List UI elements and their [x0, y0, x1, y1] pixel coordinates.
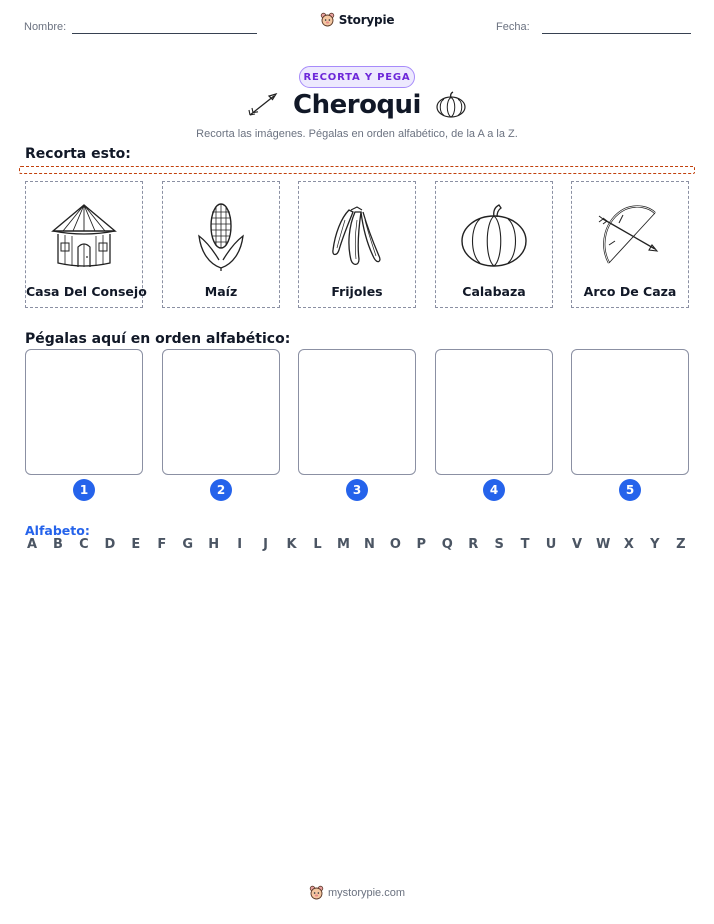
- arrow-icon: [247, 92, 279, 118]
- alphabet-letter: B: [52, 537, 63, 552]
- brand-name: Storypie: [338, 13, 395, 27]
- paste-box-1[interactable]: [25, 349, 143, 475]
- title-row: [0, 90, 714, 120]
- alphabet-letter: Y: [650, 537, 660, 552]
- number-badge-4: 4: [483, 479, 505, 501]
- alphabet-letter: I: [237, 537, 243, 552]
- cut-card-label: Frijoles: [331, 284, 383, 299]
- alphabet-letter: T: [520, 537, 530, 552]
- alphabet-letter: K: [286, 537, 297, 552]
- footer-site-link[interactable]: mystorypie.com: [327, 887, 406, 899]
- paste-box-5[interactable]: [571, 349, 689, 475]
- beans-icon: [327, 204, 387, 268]
- paste-section-heading: Pégalas aquí en orden alfabético:: [25, 331, 291, 347]
- council-house-icon: [47, 201, 121, 271]
- alphabet-letter: C: [79, 537, 89, 552]
- paste-box-3[interactable]: [298, 349, 416, 475]
- date-label: Fecha:: [496, 21, 530, 33]
- cut-card-1[interactable]: [25, 181, 147, 308]
- alphabet-letter: U: [545, 537, 557, 552]
- footer: [0, 885, 714, 901]
- alphabet-letter: X: [623, 537, 634, 552]
- paste-box-2[interactable]: [162, 349, 280, 475]
- alphabet-letter: A: [26, 537, 38, 552]
- alphabet-letter: H: [208, 537, 220, 552]
- alphabet-letter: E: [131, 537, 141, 552]
- cut-section-heading: Recorta esto:: [25, 146, 131, 162]
- activity-badge: RECORTA Y PEGA: [299, 66, 415, 88]
- pumpkin-icon: [458, 203, 530, 269]
- storypie-logo-icon: [309, 885, 324, 901]
- cut-card-label: Casa Del Consejo: [26, 284, 147, 299]
- brand-logo: [0, 12, 714, 28]
- name-field[interactable]: [72, 33, 257, 34]
- cut-card-5[interactable]: [571, 181, 689, 308]
- alphabet-letter: N: [363, 537, 375, 552]
- name-label: Nombre:: [24, 21, 67, 33]
- storypie-logo-icon: [320, 12, 335, 28]
- alphabet-letter: D: [104, 537, 116, 552]
- corn-icon: [191, 200, 251, 272]
- cut-card-label: Maíz: [204, 284, 238, 299]
- alphabet-letters: [25, 537, 688, 552]
- alphabet-label: Alfabeto:: [25, 523, 90, 538]
- instructions: Recorta las imágenes. Pégalas en orden alfabético, de la A a la Z.: [196, 128, 518, 140]
- alphabet-letter: V: [571, 537, 583, 552]
- alphabet-letter: S: [494, 537, 504, 552]
- cut-card-label: Arco De Caza: [583, 284, 677, 299]
- number-badge-1: 1: [73, 479, 95, 501]
- paste-box-4[interactable]: [435, 349, 553, 475]
- cut-line: [19, 166, 695, 174]
- cut-card-4[interactable]: [435, 181, 553, 308]
- alphabet-letter: R: [468, 537, 479, 552]
- cut-card-label: Calabaza: [462, 284, 526, 299]
- alphabet-letter: F: [157, 537, 167, 552]
- alphabet-letter: M: [336, 537, 350, 552]
- date-field[interactable]: [542, 33, 691, 34]
- cut-card-3[interactable]: [298, 181, 416, 308]
- number-badge-5: 5: [619, 479, 641, 501]
- alphabet-letter: O: [389, 537, 401, 552]
- alphabet-letter: P: [416, 537, 427, 552]
- alphabet-letter: Q: [441, 537, 453, 552]
- bow-and-arrow-icon: [595, 201, 665, 271]
- alphabet-letter: W: [595, 537, 611, 552]
- pumpkin-icon: [435, 91, 467, 119]
- alphabet-letter: J: [263, 537, 268, 552]
- cut-card-2[interactable]: [162, 181, 280, 308]
- number-badge-3: 3: [346, 479, 368, 501]
- number-badge-2: 2: [210, 479, 232, 501]
- page-title: Cheroqui: [293, 90, 421, 120]
- alphabet-letter: L: [313, 537, 322, 552]
- alphabet-letter: Z: [676, 537, 686, 552]
- alphabet-letter: G: [182, 537, 194, 552]
